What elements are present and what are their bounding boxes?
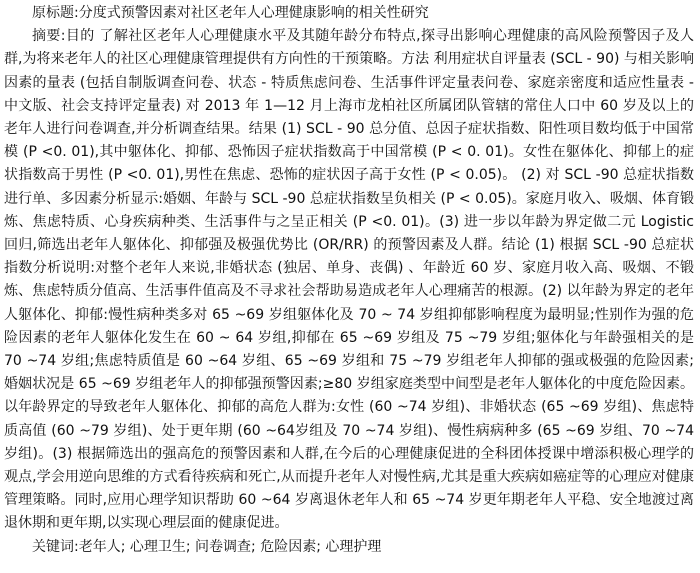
abstract-label: 摘要: bbox=[32, 28, 66, 45]
keywords-text: 老年人; 心理卫生; 问卷调查; 危险因素; 心理护理 bbox=[78, 538, 382, 555]
original-title-text: 分度式预警因素对社区老年人心理健康影响的相关性研究 bbox=[78, 5, 429, 21]
abstract-text: 目的 了解社区老年人心理健康水平及其随年龄分布特点,探寻出影响心理健康的高风险预警因子及人群,为将来老年人的社区心理健康管理提供有方向性的干预策略。方法 利用症状自评量表 (SCL - 90) 与相关影响因素的量表 (包括自制版调查问卷、状态 - 特质焦虑问卷、生活事件评定量表问卷、家庭亲密度和适应性量表 - 中文版、社会支持评定量表) 对 2013 年 1—12 月上海市龙柏社区所属团队管辖的常住人口中 60 岁及以上的老年人进行问卷调查,并分析调查结果。结果 (1) SCL - 90 总分值、总因子症状指数、阳性项目数均低于中国常模 (P <0. 01),其中躯体化、抑郁、恐怖因子症状指数高于中国常模 (P < 0. 01)。女性在躯体化、抑郁上的症状指数高于男性 (P <0. 01),男性在焦虑、恐怖的症状因子高于女性 (P < 0.05)。 (2) 对 SCL -90 总症状指数进行单、多因素分析显示:婚姻、年龄与 SCL -90 总症状指数呈负相关 (P < 0.05)。家庭月收入、吸烟、体育锻炼、焦虑特质、心身疾病种类、生活事件与之呈正相关 (P <0. 01)。(3) 进一步以年龄为界定做二元 Logistic 回归,筛选出老年人躯体化、抑郁强及极强优势比 (OR/RR) 的预警因素及人群。结论 (1) 根据 SCL -90 总症状指数分析说明:对整个老年人来说,非婚状态 (独居、单身、丧偶) 、年龄近 60 岁、家庭月收入高、吸烟、不锻炼、焦虑特质分值高、生活事件值高及不寻求社会帮助易造成老年人心理痛苦的根源。(2) 以年龄为界定的老年人躯体化、抑郁:慢性病种类多对 65 ~69 岁组躯体化及 70 ~ 74 岁组抑郁影响程度为最明显;性别作为强的危险因素的老年人躯体化发生在 60 ~ 64 岁组,抑郁在 65 ~69 岁组及 75 ~79 岁组;躯体化与年龄强相关的是 70 ~74 岁组;焦虑特质值是 60 ~64 岁组、65 ~69 岁组和 75 ~79 岁组老年人抑郁的强或极强的危险因素;婚姻状况是 65 ~69 岁组老年人的抑郁强预警因素;≥80 岁组家庭类型中间型是老年人躯体化的中度危险因素。以年龄界定的导致老年人躯体化、抑郁的高危人群为:女性 (60 ~74 岁组)、非婚状态 (65 ~69 岁组)、焦虑特质高值 (60 ~79 岁组)、处于更年期 (60 ~64岁组及 70 ~74 岁组)、慢性病病种多 (65 ~69 岁组、70 ~74 岁组)。(3) 根据筛选出的强高危的预警因素和人群,在今后的心理健康促进的全科团体授课中增添积极心理学的观点,学会用逆向思维的方式看待疾病和死亡,从而提升老年人对慢性病,尤其是重大疾病如癌症等的心理应对健康管理策略。同时,应用心理学知识帮助 60 ~64 岁离退休老年人和 65 ~74 岁更年期老年人平稳、安全地渡过离退休期和更年期,以实现心理层面的健康促进。 bbox=[4, 28, 694, 532]
keywords-label: 关键词: bbox=[32, 538, 79, 555]
original-title-line bbox=[4, 2, 694, 25]
original-title-label: 原标题: bbox=[32, 5, 79, 21]
keywords-line bbox=[4, 536, 694, 559]
abstract-paragraph bbox=[4, 25, 694, 535]
